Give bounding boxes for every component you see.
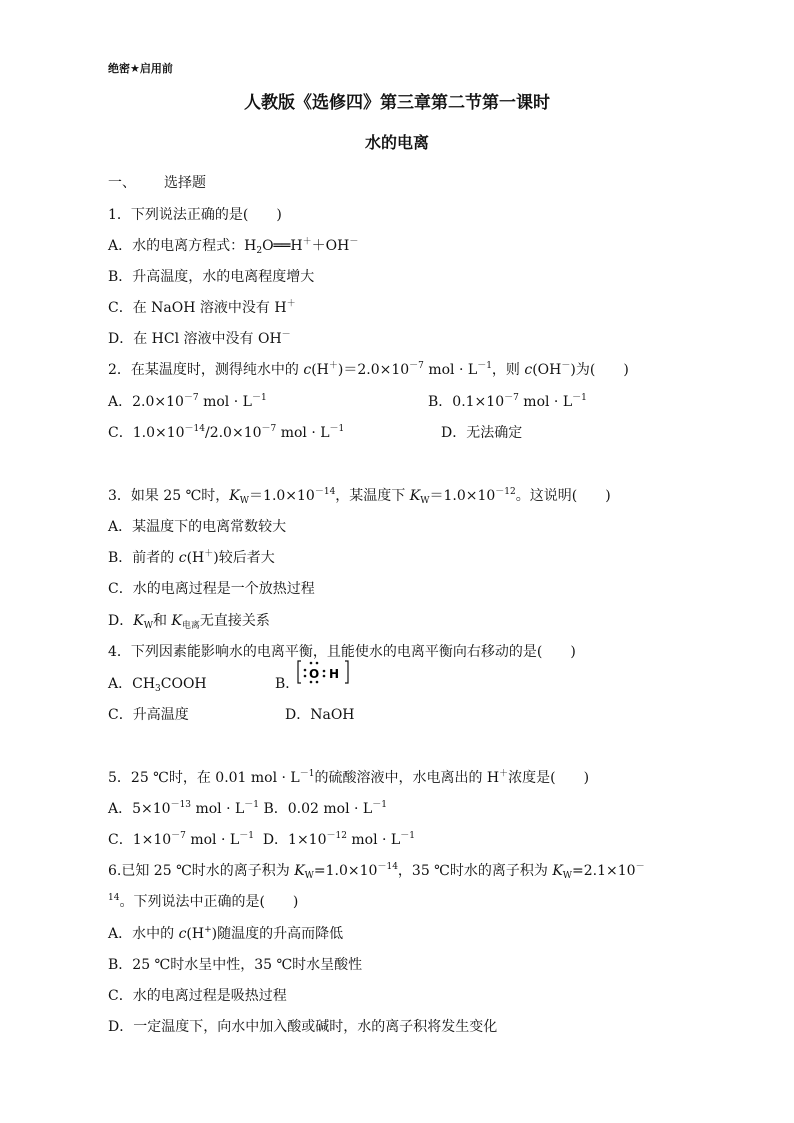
q6-option-c: C．水的电离过程是吸热过程 [108, 988, 287, 1004]
q2-option-d: D．无法确定 [441, 425, 523, 441]
lewis-hydrogen: H [329, 667, 340, 681]
q6-option-d: D．一定温度下，向水中加入酸或碱时，水的离子积将发生变化 [108, 1019, 498, 1035]
q1-option-c: C．在 NaOH 溶液中没有 H＋ [108, 299, 296, 316]
q1-option-d: D．在 HCl 溶液中没有 OH－ [108, 330, 291, 347]
q6-option-a: A．水中的 c(H+)随温度的升高而降低 [108, 925, 344, 942]
q1-option-a: A．水的电离方程式：$H_2O══H^++OH^-$ [108, 237, 359, 256]
q4-option-a: A．$CH_3COOH$ [108, 676, 207, 694]
page-subtitle: 水的电离 [364, 133, 429, 152]
q2-option-b: B．$0.1\times 10^{-7}$ mol · $L^{-1}$ [428, 393, 587, 410]
q6-stem-line1: 6.已知 25 ℃时水的离子积为 $K_W=1.0\times 10^{-14}$，35 ℃时水的离子积为 $K_W=2.1\times 10^-$ [108, 862, 645, 881]
q3-option-d: D．$K_W$和 $K_{电离}$无直接关系 [108, 613, 270, 631]
q4-option-c: C．升高温度 [108, 707, 189, 723]
q1-option-b: B．升高温度，水的电离程度增大 [108, 269, 315, 285]
page-title: 人教版《选修四》第三章第二节第一课时 [244, 93, 550, 113]
q3-option-a: A．某温度下的电离常数较大 [108, 519, 287, 535]
q3-option-b: B．前者的 c(H＋)较后者大 [108, 549, 275, 566]
q3-stem: 3．如果 25 ℃时，$K_W=1.0\times 10^{-14}$，某温度下 $K_W=1.0\times 10^{-12}$。这说明( ) [108, 487, 611, 506]
lewis-oxygen: O [309, 667, 320, 681]
section-label: 选择题 [164, 175, 206, 191]
q3-option-c: C．水的电离过程是一个放热过程 [108, 581, 315, 597]
section-number: 一、 [108, 175, 136, 191]
q4-stem: 4．下列因素能影响水的电离平衡，且能使水的电离平衡向右移动的是( ) [108, 644, 576, 660]
q2-option-a: A．$2.0\times 10^{-7}$ mol · $L^{-1}$ [108, 393, 267, 410]
right-bracket-icon [345, 661, 348, 683]
q2-stem: 2．在某温度时，测得纯水中的 $c(H^+)=2.0\times 10^{-7}$ mol · $L^{-1}$，则 c(OH－)为( ) [108, 361, 629, 378]
section-heading [108, 174, 206, 192]
secret-label: 绝密★启用前 [108, 62, 173, 75]
q2-option-c: C．$1.0\times 10^{-14}/2.0\times 10^{-7}$ mol · $L^{-1}$ [108, 424, 345, 441]
q6-stem-line2: $^{14}$。下列说法中正确的是( ) [108, 893, 299, 910]
q1-stem: 1．下列说法正确的是( ) [108, 207, 282, 223]
left-bracket-icon [298, 661, 301, 683]
q5-options-ab: A．$5\times 10^{-13}$ mol · $L^{-1}$ B．0.02 mol · $L^{-1}$ [108, 800, 387, 817]
q4-option-d: D．NaOH [285, 707, 355, 723]
q4-option-b: B． [275, 676, 300, 692]
q5-stem: 5．25 ℃时，在 0.01 mol · $L^{-1}$的硫酸溶液中，水电离出的 H＋浓度是( ) [108, 769, 590, 786]
hydroxide-lewis-structure [297, 658, 349, 684]
q5-options-cd: C．$1\times 10^{-7}$ mol · $L^{-1}$ D．$1\times 10^{-12}$ mol · $L^{-1}$ [108, 831, 415, 848]
q6-option-b: B．25 ℃时水呈中性，35 ℃时水呈酸性 [108, 957, 363, 973]
